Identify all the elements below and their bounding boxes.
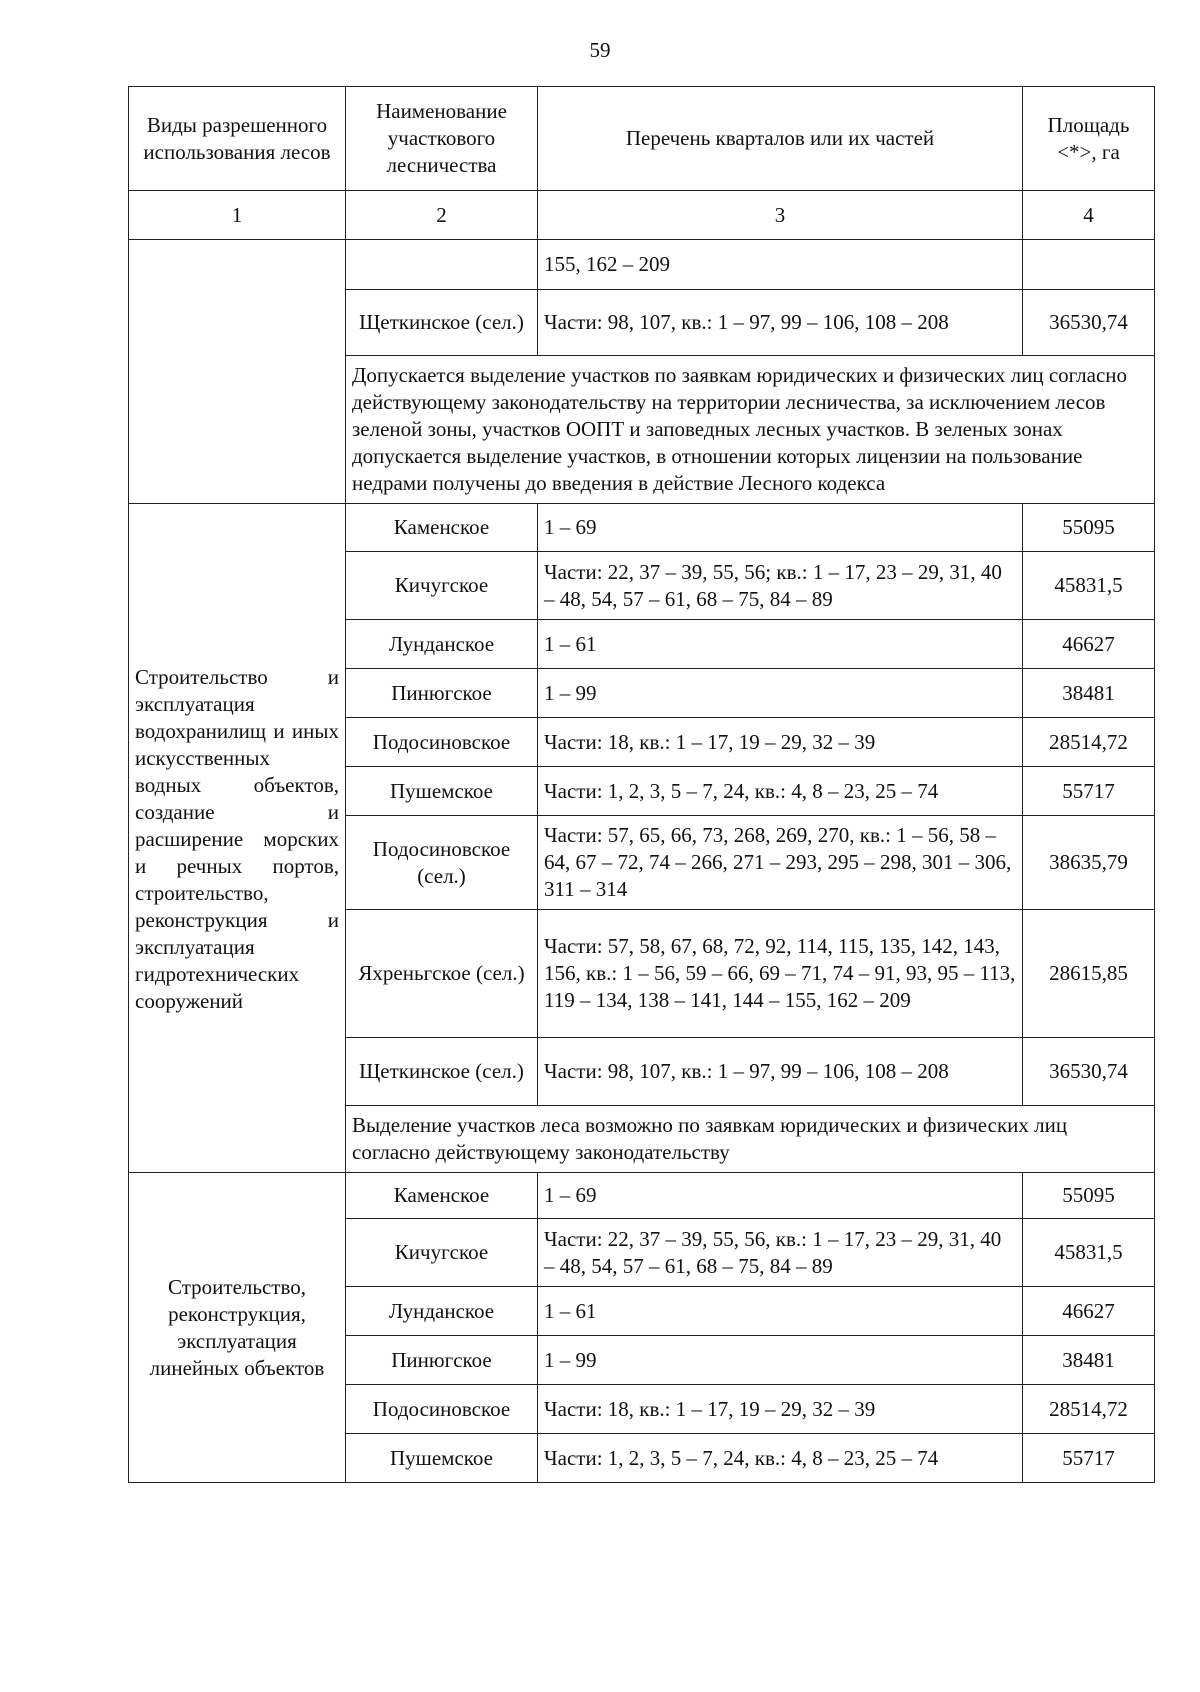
quarters-cell: Части: 18, кв.: 1 – 17, 19 – 29, 32 – 39: [538, 1385, 1023, 1434]
area-cell: 36530,74: [1023, 290, 1155, 356]
use-type-cell: [129, 240, 346, 504]
table-row: [129, 504, 1155, 552]
forestry-cell: Лунданское: [346, 1287, 538, 1336]
forestry-cell: Щеткинское (сел.): [346, 290, 538, 356]
column-number: 2: [346, 191, 538, 240]
forestry-cell: Подосиновское: [346, 1385, 538, 1434]
forestry-cell: Кичугское: [346, 552, 538, 620]
area-cell: 46627: [1023, 620, 1155, 669]
quarters-cell: 1 – 99: [538, 669, 1023, 718]
use-type-cell: Строительство и эксплуатация водохранилищ и иных искусственных водных объектов, создание и расширение морских и речных портов, строительство, реконструкция и эксплуатация гидротехнических сооружений: [129, 504, 346, 1173]
header-quarters: Перечень кварталов или их частей: [538, 87, 1023, 191]
table-row: [129, 1173, 1155, 1219]
area-cell: 38481: [1023, 669, 1155, 718]
quarters-cell: 155, 162 – 209: [538, 240, 1023, 290]
quarters-cell: Части: 1, 2, 3, 5 – 7, 24, кв.: 4, 8 – 23, 25 – 74: [538, 767, 1023, 816]
area-cell: 55717: [1023, 1434, 1155, 1483]
forestry-cell: Кичугское: [346, 1219, 538, 1287]
quarters-cell: Части: 57, 65, 66, 73, 268, 269, 270, кв.: 1 – 56, 58 – 64, 67 – 72, 74 – 266, 271 – 293, 295 – 298, 301 – 306, 311 – 314: [538, 816, 1023, 910]
forestry-cell: Пушемское: [346, 1434, 538, 1483]
forestry-cell: Пинюгское: [346, 1336, 538, 1385]
forestry-cell: Каменское: [346, 504, 538, 552]
header-forestry: Наименование участкового лесничества: [346, 87, 538, 191]
header-use-type: Виды разрешенного использования лесов: [129, 87, 346, 191]
area-cell: 36530,74: [1023, 1038, 1155, 1106]
area-cell: 45831,5: [1023, 1219, 1155, 1287]
forestry-cell: Подосиновское: [346, 718, 538, 767]
column-number: 1: [129, 191, 346, 240]
note-cell: Допускается выделение участков по заявкам юридических и физических лиц согласно действующему законодательству на территории лесничества, за исключением лесов зеленой зоны, участков ООПТ и заповедных лесных участков. В зеленых зонах допускается выделение участков, в отношении которых лицензии на пользование недрами получены до введения в действие Лесного кодекса: [346, 356, 1155, 504]
forestry-cell: Подосиновское (сел.): [346, 816, 538, 910]
area-cell: 55095: [1023, 1173, 1155, 1219]
area-cell: 38481: [1023, 1336, 1155, 1385]
note-cell: Выделение участков леса возможно по заявкам юридических и физических лиц согласно действующему законодательству: [346, 1106, 1155, 1173]
forestry-cell: Пинюгское: [346, 669, 538, 718]
forestry-cell: Лунданское: [346, 620, 538, 669]
column-number: 3: [538, 191, 1023, 240]
quarters-cell: Части: 22, 37 – 39, 55, 56; кв.: 1 – 17, 23 – 29, 31, 40 – 48, 54, 57 – 61, 68 – 75, 84 – 89: [538, 552, 1023, 620]
quarters-cell: 1 – 69: [538, 1173, 1023, 1219]
area-cell: 46627: [1023, 1287, 1155, 1336]
area-cell: 38635,79: [1023, 816, 1155, 910]
area-cell: 45831,5: [1023, 552, 1155, 620]
area-cell: [1023, 240, 1155, 290]
area-cell: 28514,72: [1023, 1385, 1155, 1434]
quarters-cell: 1 – 69: [538, 504, 1023, 552]
column-number: 4: [1023, 191, 1155, 240]
forestry-cell: Щеткинское (сел.): [346, 1038, 538, 1106]
area-cell: 28615,85: [1023, 910, 1155, 1038]
forest-use-table: [128, 86, 1155, 1483]
quarters-cell: 1 – 61: [538, 1287, 1023, 1336]
quarters-cell: Части: 98, 107, кв.: 1 – 97, 99 – 106, 108 – 208: [538, 1038, 1023, 1106]
quarters-cell: Части: 18, кв.: 1 – 17, 19 – 29, 32 – 39: [538, 718, 1023, 767]
table-row: [129, 240, 1155, 290]
forestry-cell: Каменское: [346, 1173, 538, 1219]
forestry-cell: [346, 240, 538, 290]
header-area: Площадь <*>, га: [1023, 87, 1155, 191]
quarters-cell: Части: 98, 107, кв.: 1 – 97, 99 – 106, 108 – 208: [538, 290, 1023, 356]
page-number: 59: [589, 38, 611, 62]
quarters-cell: 1 – 99: [538, 1336, 1023, 1385]
forestry-cell: Яхреньгское (сел.): [346, 910, 538, 1038]
area-cell: 28514,72: [1023, 718, 1155, 767]
quarters-cell: Части: 22, 37 – 39, 55, 56, кв.: 1 – 17, 23 – 29, 31, 40 – 48, 54, 57 – 61, 68 – 75, 84 – 89: [538, 1219, 1023, 1287]
quarters-cell: 1 – 61: [538, 620, 1023, 669]
area-cell: 55717: [1023, 767, 1155, 816]
area-cell: 55095: [1023, 504, 1155, 552]
use-type-cell: Строительство, реконструкция, эксплуатация линейных объектов: [129, 1173, 346, 1483]
forestry-cell: Пушемское: [346, 767, 538, 816]
quarters-cell: Части: 57, 58, 67, 68, 72, 92, 114, 115, 135, 142, 143, 156, кв.: 1 – 56, 59 – 66, 69 – 71, 74 – 91, 93, 95 – 113, 119 – 134, 138 – 141, 144 – 155, 162 – 209: [538, 910, 1023, 1038]
quarters-cell: Части: 1, 2, 3, 5 – 7, 24, кв.: 4, 8 – 23, 25 – 74: [538, 1434, 1023, 1483]
